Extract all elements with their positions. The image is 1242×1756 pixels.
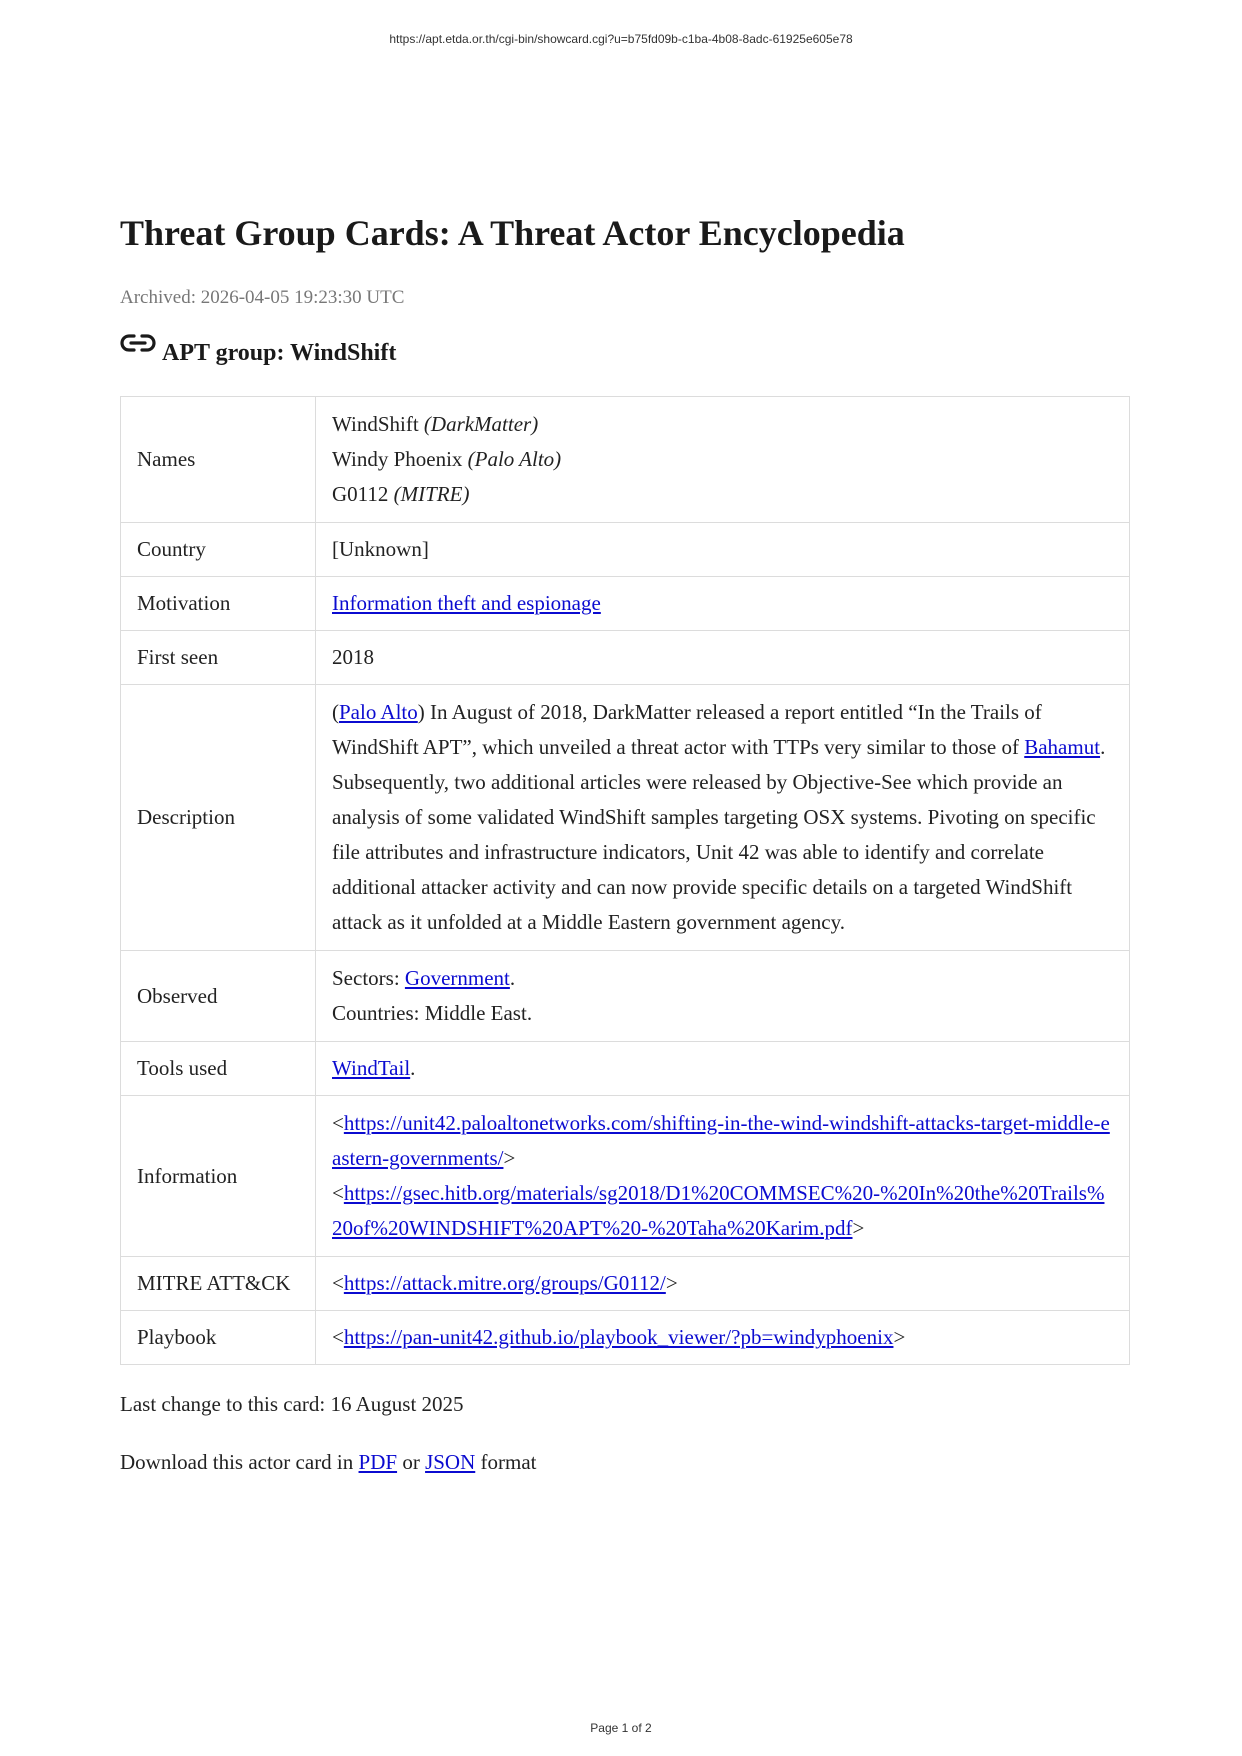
windtail-link[interactable]: WindTail [332,1056,411,1080]
name-entry [332,442,1113,477]
json-link[interactable]: JSON [425,1450,476,1474]
name: G0112 [332,482,389,506]
gt: > [852,1216,865,1240]
mitre-label: MITRE ATT&CK [121,1257,316,1311]
description-value [316,685,1130,951]
main-content [120,210,1130,1477]
last-change: Last change to this card: 16 August 2025 [120,1392,464,1416]
row-playbook [121,1311,1130,1365]
pdf-link[interactable]: PDF [358,1450,398,1474]
bahamut-link[interactable]: Bahamut [1024,735,1101,759]
names-label: Names [121,397,316,523]
motivation-link[interactable]: Information theft and espionage [332,591,601,615]
government-link[interactable]: Government [404,966,510,990]
apt-group-title: APT group: WindShift [162,340,397,366]
information-label: Information [121,1096,316,1257]
description-text-2: . Subsequently, two additional articles were released by Objective-See which provide an analysis of some validated WindShift samples targeting OSX systems. Pivoting on specific file attributes and infrastructure indicators, Unit 42 was able to identify and correlate additional attacker activity and can now provide specific details on a targeted WindShift attack as it unfolded at a Middle Eastern government agency. [332,735,1106,934]
download-prefix: Download this actor card in [120,1450,359,1474]
country-label: Country [121,523,316,577]
information-value [316,1096,1130,1257]
observed-label: Observed [121,951,316,1042]
row-description [121,685,1130,951]
observed-sectors [332,961,1113,996]
row-tools [121,1042,1130,1096]
observed-countries: Countries: Middle East. [332,1001,533,1025]
information-entry [332,1106,1113,1176]
lt: < [332,1181,344,1205]
lt: < [332,1325,344,1349]
name-source: (DarkMatter) [423,412,539,436]
gt: > [665,1271,678,1295]
name: Windy Phoenix [332,447,463,471]
hitb-pdf-link[interactable]: https://gsec.hitb.org/materials/sg2018/D1%20COMMSEC%20-%20In%20the%20Trails%20of%20WINDSHIFT%20APT%20-%20Taha%20Karim.pdf [332,1181,1105,1240]
first-seen-label: First seen [121,631,316,685]
row-mitre [121,1257,1130,1311]
palo-alto-link[interactable]: Palo Alto [339,700,418,724]
names-value [316,397,1130,523]
description-open-paren: ( [332,700,339,724]
row-country [121,523,1130,577]
row-first-seen [121,631,1130,685]
country-value: [Unknown] [316,523,1130,577]
description-text-1: ) In August of 2018, DarkMatter released a report entitled “In the Trails of WindShift APT”, which unveiled a threat actor with TTPs very similar to those of [332,700,1042,759]
playbook-value [316,1311,1130,1365]
description-label: Description [121,685,316,951]
unit42-article-link[interactable]: https://unit42.paloaltonetworks.com/shifting-in-the-wind-windshift-attacks-target-middle-eastern-governments/ [332,1111,1110,1170]
download-or: or [397,1450,426,1474]
page-number: Page 1 of 2 [590,1721,652,1735]
motivation-label: Motivation [121,577,316,631]
page-title: Threat Group Cards: A Threat Actor Encyclopedia [120,213,905,253]
motivation-value [316,577,1130,631]
playbook-link[interactable]: https://pan-unit42.github.io/playbook_viewer/?pb=windyphoenix [343,1325,894,1349]
observed-value [316,951,1130,1042]
playbook-label: Playbook [121,1311,316,1365]
name-source: (MITRE) [393,482,470,506]
row-observed [121,951,1130,1042]
name-source: (Palo Alto) [467,447,562,471]
link-icon[interactable] [120,328,156,358]
tools-value [316,1042,1130,1096]
row-names [121,397,1130,523]
row-information [121,1096,1130,1257]
name-entry [332,477,1113,512]
sectors-label: Sectors: [332,966,405,990]
name-entry [332,407,1113,442]
mitre-value [316,1257,1130,1311]
first-seen-value: 2018 [316,631,1130,685]
download-format: format [475,1450,537,1474]
gt: > [503,1146,516,1170]
apt-group-heading [120,338,1130,368]
lt: < [332,1111,344,1135]
archived-timestamp: Archived: 2026-04-05 19:23:30 UTC [120,287,405,308]
gt: > [893,1325,906,1349]
mitre-link[interactable]: https://attack.mitre.org/groups/G0112/ [343,1271,666,1295]
sectors-end: . [509,966,516,990]
page-url: https://apt.etda.or.th/cgi-bin/showcard.cgi?u=b75fd09b-c1ba-4b08-8adc-61925e605e78 [389,32,853,46]
information-entry [332,1176,1113,1246]
tools-label: Tools used [121,1042,316,1096]
lt: < [332,1271,344,1295]
name: WindShift [332,412,419,436]
tools-end: . [410,1056,416,1080]
download-line [120,1447,1130,1477]
row-motivation [121,577,1130,631]
actor-card-table [120,396,1130,1365]
